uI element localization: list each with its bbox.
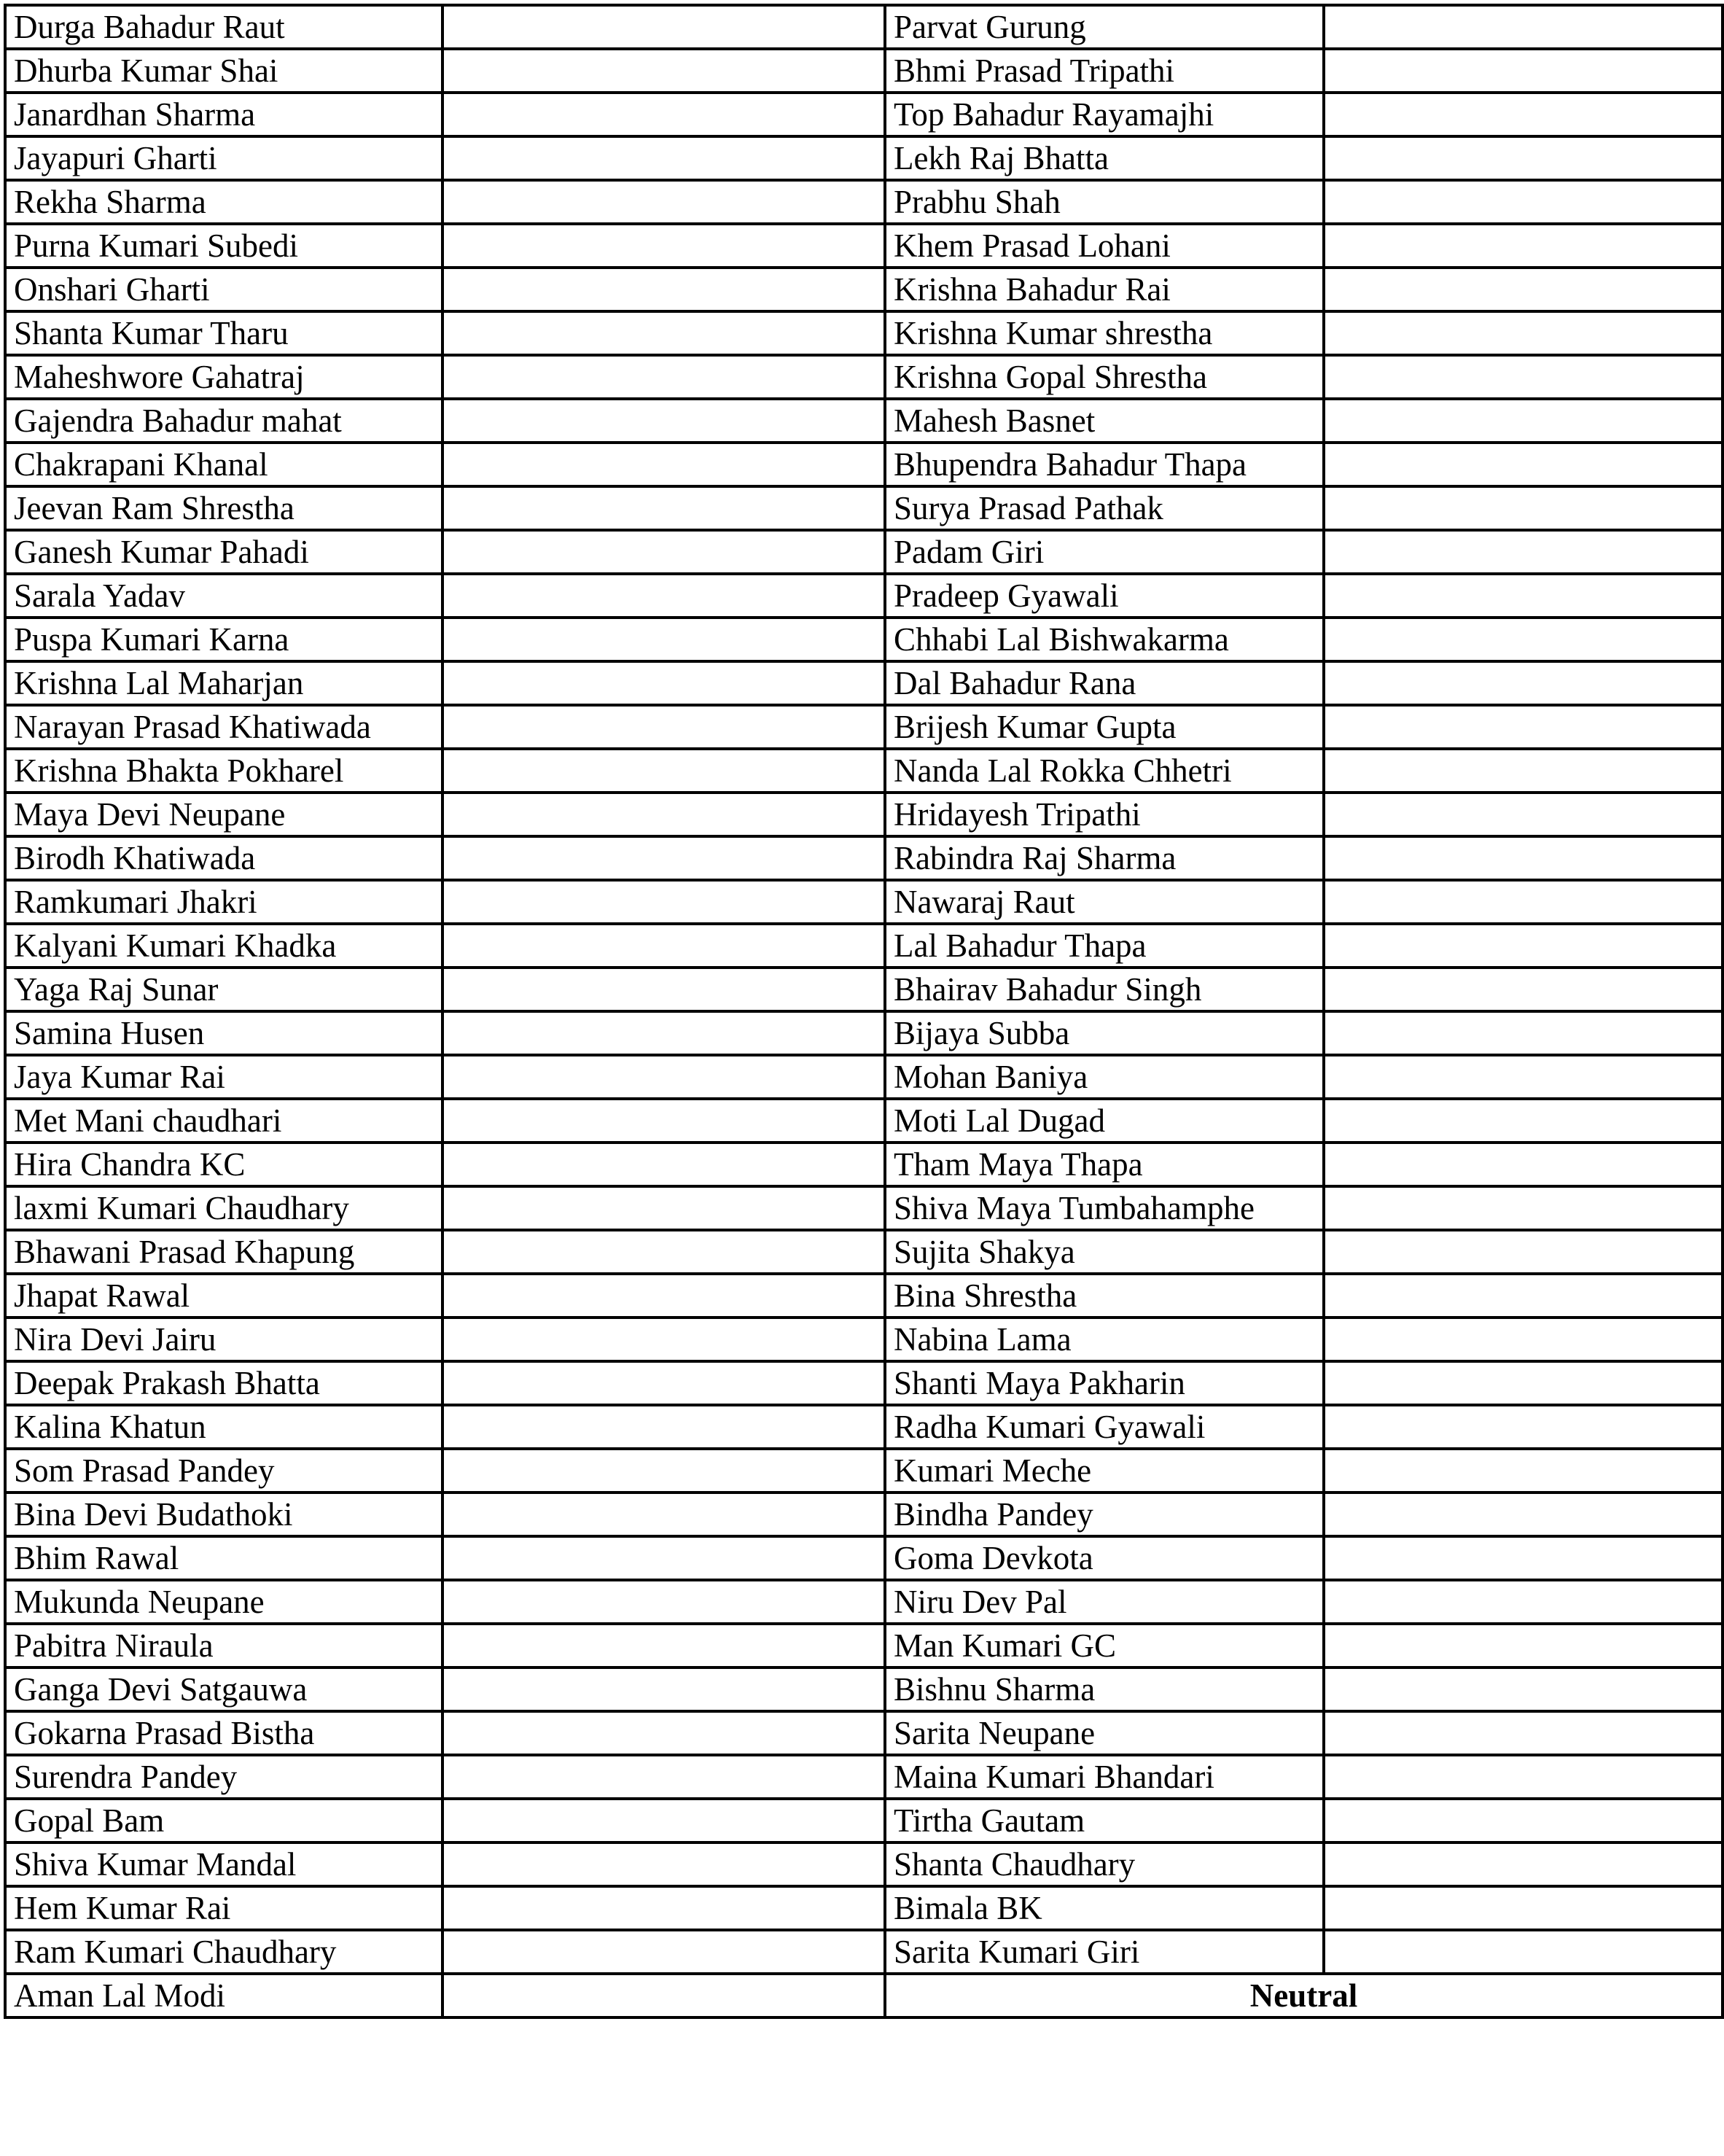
table-row	[5, 1318, 1723, 1361]
left-name-cell: Puspa Kumari Karna	[5, 618, 442, 661]
right-blank-cell	[1324, 1099, 1723, 1143]
left-blank-cell	[442, 924, 885, 968]
left-blank-cell	[442, 1318, 885, 1361]
right-name-cell: Khem Prasad Lohani	[885, 224, 1324, 268]
left-blank-cell	[442, 1099, 885, 1143]
right-blank-cell	[1324, 1011, 1723, 1055]
right-name-cell: Bina Shrestha	[885, 1274, 1324, 1318]
left-blank-cell	[442, 224, 885, 268]
table-row	[5, 49, 1723, 93]
right-name-cell: Krishna Kumar shrestha	[885, 311, 1324, 355]
left-name-cell: Som Prasad Pandey	[5, 1449, 442, 1493]
names-table-body	[5, 5, 1723, 2017]
left-blank-cell	[442, 93, 885, 136]
table-row	[5, 1755, 1723, 1799]
left-blank-cell	[442, 793, 885, 836]
right-blank-cell	[1324, 1711, 1723, 1755]
right-name-cell: Dal Bahadur Rana	[885, 661, 1324, 705]
left-blank-cell	[442, 705, 885, 749]
left-blank-cell	[442, 1624, 885, 1667]
right-blank-cell	[1324, 1886, 1723, 1930]
right-blank-cell	[1324, 486, 1723, 530]
right-name-cell: Krishna Gopal Shrestha	[885, 355, 1324, 399]
left-blank-cell	[442, 968, 885, 1011]
right-name-cell: Nawaraj Raut	[885, 880, 1324, 924]
left-name-cell: Jhapat Rawal	[5, 1274, 442, 1318]
table-row	[5, 486, 1723, 530]
right-blank-cell	[1324, 968, 1723, 1011]
left-blank-cell	[442, 1186, 885, 1230]
left-name-cell: Deepak Prakash Bhatta	[5, 1361, 442, 1405]
left-name-cell: Chakrapani Khanal	[5, 443, 442, 486]
right-blank-cell	[1324, 1493, 1723, 1536]
left-name-cell: Ramkumari Jhakri	[5, 880, 442, 924]
right-blank-cell	[1324, 1405, 1723, 1449]
table-row	[5, 93, 1723, 136]
left-blank-cell	[442, 443, 885, 486]
left-blank-cell	[442, 1842, 885, 1886]
right-name-cell: Radha Kumari Gyawali	[885, 1405, 1324, 1449]
left-name-cell: Purna Kumari Subedi	[5, 224, 442, 268]
table-row	[5, 661, 1723, 705]
right-name-cell: Sujita Shakya	[885, 1230, 1324, 1274]
right-name-cell: Shanti Maya Pakharin	[885, 1361, 1324, 1405]
right-name-cell: Nabina Lama	[885, 1318, 1324, 1361]
right-name-cell: Man Kumari GC	[885, 1624, 1324, 1667]
left-name-cell: Sarala Yadav	[5, 574, 442, 618]
left-name-cell: Pabitra Niraula	[5, 1624, 442, 1667]
right-blank-cell	[1324, 399, 1723, 443]
right-name-cell: Mahesh Basnet	[885, 399, 1324, 443]
right-name-cell: Mohan Baniya	[885, 1055, 1324, 1099]
left-blank-cell	[442, 530, 885, 574]
right-name-cell: Goma Devkota	[885, 1536, 1324, 1580]
table-row	[5, 1099, 1723, 1143]
table-row	[5, 443, 1723, 486]
table-row	[5, 1930, 1723, 1974]
table-row	[5, 311, 1723, 355]
right-name-cell: Lekh Raj Bhatta	[885, 136, 1324, 180]
left-name-cell: Hira Chandra KC	[5, 1143, 442, 1186]
left-blank-cell	[442, 1580, 885, 1624]
table-row	[5, 705, 1723, 749]
left-blank-cell	[442, 5, 885, 49]
left-blank-cell	[442, 1405, 885, 1449]
left-name-cell: Maheshwore Gahatraj	[5, 355, 442, 399]
right-blank-cell	[1324, 1449, 1723, 1493]
left-name-cell: Narayan Prasad Khatiwada	[5, 705, 442, 749]
left-name-cell: Kalina Khatun	[5, 1405, 442, 1449]
right-blank-cell	[1324, 1055, 1723, 1099]
table-row	[5, 1186, 1723, 1230]
left-name-cell: Rekha Sharma	[5, 180, 442, 224]
right-blank-cell	[1324, 136, 1723, 180]
left-name-cell: Kalyani Kumari Khadka	[5, 924, 442, 968]
left-blank-cell	[442, 1449, 885, 1493]
right-blank-cell	[1324, 355, 1723, 399]
left-blank-cell	[442, 49, 885, 93]
left-blank-cell	[442, 574, 885, 618]
table-row	[5, 1711, 1723, 1755]
right-blank-cell	[1324, 180, 1723, 224]
left-blank-cell	[442, 661, 885, 705]
left-name-cell: Maya Devi Neupane	[5, 793, 442, 836]
left-name-cell: Surendra Pandey	[5, 1755, 442, 1799]
right-blank-cell	[1324, 574, 1723, 618]
table-row	[5, 1055, 1723, 1099]
right-blank-cell	[1324, 1230, 1723, 1274]
right-blank-cell	[1324, 793, 1723, 836]
left-name-cell: Bhim Rawal	[5, 1536, 442, 1580]
left-blank-cell	[442, 1055, 885, 1099]
right-name-cell: Hridayesh Tripathi	[885, 793, 1324, 836]
right-blank-cell	[1324, 268, 1723, 311]
table-row	[5, 924, 1723, 968]
table-row	[5, 1580, 1723, 1624]
left-name-cell: Ganesh Kumar Pahadi	[5, 530, 442, 574]
right-name-cell: Parvat Gurung	[885, 5, 1324, 49]
left-blank-cell	[442, 1536, 885, 1580]
table-row	[5, 224, 1723, 268]
right-blank-cell	[1324, 530, 1723, 574]
right-name-cell: Bishnu Sharma	[885, 1667, 1324, 1711]
left-blank-cell	[442, 1930, 885, 1974]
left-name-cell: Onshari Gharti	[5, 268, 442, 311]
right-blank-cell	[1324, 705, 1723, 749]
left-blank-cell	[442, 1974, 885, 2017]
table-row	[5, 880, 1723, 924]
table-row	[5, 268, 1723, 311]
table-row	[5, 574, 1723, 618]
table-row	[5, 1624, 1723, 1667]
left-name-cell: Bina Devi Budathoki	[5, 1493, 442, 1536]
right-name-cell: Shanta Chaudhary	[885, 1842, 1324, 1886]
right-blank-cell	[1324, 1580, 1723, 1624]
left-blank-cell	[442, 1274, 885, 1318]
left-blank-cell	[442, 268, 885, 311]
left-name-cell: Ram Kumari Chaudhary	[5, 1930, 442, 1974]
table-row	[5, 1011, 1723, 1055]
table-row	[5, 1274, 1723, 1318]
left-name-cell: Bhawani Prasad Khapung	[5, 1230, 442, 1274]
table-row	[5, 1405, 1723, 1449]
right-name-cell: Pradeep Gyawali	[885, 574, 1324, 618]
table-row	[5, 1536, 1723, 1580]
left-name-cell: Durga Bahadur Raut	[5, 5, 442, 49]
left-name-cell: Met Mani chaudhari	[5, 1099, 442, 1143]
name-list-sheet	[4, 4, 1724, 2019]
left-name-cell: Aman Lal Modi	[5, 1974, 442, 2017]
left-blank-cell	[442, 311, 885, 355]
right-blank-cell	[1324, 311, 1723, 355]
left-blank-cell	[442, 1011, 885, 1055]
table-row	[5, 530, 1723, 574]
left-name-cell: Krishna Bhakta Pokharel	[5, 749, 442, 793]
right-name-cell: Chhabi Lal Bishwakarma	[885, 618, 1324, 661]
table-row	[5, 1493, 1723, 1536]
left-blank-cell	[442, 1230, 885, 1274]
left-name-cell: Gopal Bam	[5, 1799, 442, 1842]
left-name-cell: Yaga Raj Sunar	[5, 968, 442, 1011]
table-row	[5, 5, 1723, 49]
right-name-cell: Bhairav Bahadur Singh	[885, 968, 1324, 1011]
right-blank-cell	[1324, 1318, 1723, 1361]
right-name-cell: Lal Bahadur Thapa	[885, 924, 1324, 968]
right-name-cell: Bhupendra Bahadur Thapa	[885, 443, 1324, 486]
left-name-cell: Mukunda Neupane	[5, 1580, 442, 1624]
left-blank-cell	[442, 618, 885, 661]
table-row	[5, 1974, 1723, 2017]
left-blank-cell	[442, 1711, 885, 1755]
left-name-cell: Birodh Khatiwada	[5, 836, 442, 880]
right-name-cell: Maina Kumari Bhandari	[885, 1755, 1324, 1799]
table-row	[5, 1667, 1723, 1711]
left-blank-cell	[442, 136, 885, 180]
left-name-cell: Shiva Kumar Mandal	[5, 1842, 442, 1886]
right-blank-cell	[1324, 1186, 1723, 1230]
right-blank-cell	[1324, 1799, 1723, 1842]
left-blank-cell	[442, 399, 885, 443]
left-name-cell: Jayapuri Gharti	[5, 136, 442, 180]
right-name-cell: Bindha Pandey	[885, 1493, 1324, 1536]
right-name-cell: Niru Dev Pal	[885, 1580, 1324, 1624]
table-row	[5, 1449, 1723, 1493]
left-name-cell: Nira Devi Jairu	[5, 1318, 442, 1361]
table-row	[5, 1886, 1723, 1930]
right-blank-cell	[1324, 1536, 1723, 1580]
right-blank-cell	[1324, 49, 1723, 93]
right-blank-cell	[1324, 1667, 1723, 1711]
right-blank-cell	[1324, 1755, 1723, 1799]
right-blank-cell	[1324, 661, 1723, 705]
right-name-cell: Bijaya Subba	[885, 1011, 1324, 1055]
right-blank-cell	[1324, 1143, 1723, 1186]
table-row	[5, 749, 1723, 793]
left-name-cell: Janardhan Sharma	[5, 93, 442, 136]
right-blank-cell	[1324, 924, 1723, 968]
left-name-cell: Krishna Lal Maharjan	[5, 661, 442, 705]
table-row	[5, 618, 1723, 661]
right-blank-cell	[1324, 618, 1723, 661]
left-name-cell: Jaya Kumar Rai	[5, 1055, 442, 1099]
right-name-cell: Kumari Meche	[885, 1449, 1324, 1493]
right-blank-cell	[1324, 5, 1723, 49]
right-name-cell: Padam Giri	[885, 530, 1324, 574]
left-blank-cell	[442, 486, 885, 530]
left-blank-cell	[442, 1755, 885, 1799]
right-blank-cell	[1324, 1361, 1723, 1405]
left-name-cell: Hem Kumar Rai	[5, 1886, 442, 1930]
right-blank-cell	[1324, 1930, 1723, 1974]
right-name-cell: Tham Maya Thapa	[885, 1143, 1324, 1186]
table-row	[5, 180, 1723, 224]
right-blank-cell	[1324, 1274, 1723, 1318]
left-name-cell: Dhurba Kumar Shai	[5, 49, 442, 93]
right-blank-cell	[1324, 836, 1723, 880]
names-table	[4, 4, 1724, 2019]
table-row	[5, 836, 1723, 880]
right-name-cell: Sarita Neupane	[885, 1711, 1324, 1755]
right-name-cell: Brijesh Kumar Gupta	[885, 705, 1324, 749]
left-blank-cell	[442, 1886, 885, 1930]
left-name-cell: Gajendra Bahadur mahat	[5, 399, 442, 443]
table-row	[5, 1361, 1723, 1405]
table-row	[5, 968, 1723, 1011]
table-row	[5, 355, 1723, 399]
left-name-cell: Jeevan Ram Shrestha	[5, 486, 442, 530]
left-blank-cell	[442, 1143, 885, 1186]
right-name-cell: Krishna Bahadur Rai	[885, 268, 1324, 311]
left-blank-cell	[442, 880, 885, 924]
right-name-cell: Moti Lal Dugad	[885, 1099, 1324, 1143]
left-blank-cell	[442, 1667, 885, 1711]
left-name-cell: Samina Husen	[5, 1011, 442, 1055]
table-row	[5, 1799, 1723, 1842]
right-name-cell: Tirtha Gautam	[885, 1799, 1324, 1842]
right-name-cell: Bimala BK	[885, 1886, 1324, 1930]
table-row	[5, 399, 1723, 443]
right-name-cell: Shiva Maya Tumbahamphe	[885, 1186, 1324, 1230]
right-name-cell: Top Bahadur Rayamajhi	[885, 93, 1324, 136]
left-blank-cell	[442, 1493, 885, 1536]
left-blank-cell	[442, 1361, 885, 1405]
right-blank-cell	[1324, 880, 1723, 924]
table-row	[5, 793, 1723, 836]
table-row	[5, 1143, 1723, 1186]
table-row	[5, 136, 1723, 180]
right-name-cell: Bhmi Prasad Tripathi	[885, 49, 1324, 93]
right-name-cell: Rabindra Raj Sharma	[885, 836, 1324, 880]
left-blank-cell	[442, 836, 885, 880]
right-blank-cell	[1324, 1842, 1723, 1886]
left-blank-cell	[442, 1799, 885, 1842]
left-name-cell: Shanta Kumar Tharu	[5, 311, 442, 355]
left-blank-cell	[442, 355, 885, 399]
right-name-cell: Surya Prasad Pathak	[885, 486, 1324, 530]
left-blank-cell	[442, 180, 885, 224]
right-blank-cell	[1324, 749, 1723, 793]
left-name-cell: Ganga Devi Satgauwa	[5, 1667, 442, 1711]
right-name-cell: Prabhu Shah	[885, 180, 1324, 224]
left-name-cell: Gokarna Prasad Bistha	[5, 1711, 442, 1755]
right-blank-cell	[1324, 224, 1723, 268]
section-label-neutral: Neutral	[885, 1974, 1723, 2017]
table-row	[5, 1842, 1723, 1886]
table-row	[5, 1230, 1723, 1274]
left-name-cell: laxmi Kumari Chaudhary	[5, 1186, 442, 1230]
right-blank-cell	[1324, 1624, 1723, 1667]
right-name-cell: Nanda Lal Rokka Chhetri	[885, 749, 1324, 793]
left-blank-cell	[442, 749, 885, 793]
right-blank-cell	[1324, 443, 1723, 486]
right-name-cell: Sarita Kumari Giri	[885, 1930, 1324, 1974]
right-blank-cell	[1324, 93, 1723, 136]
